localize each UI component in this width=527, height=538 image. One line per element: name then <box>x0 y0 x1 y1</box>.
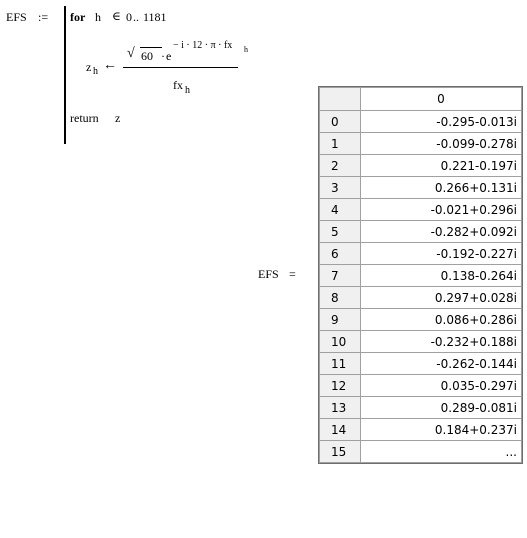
sqrt-overbar <box>140 47 162 48</box>
result-table-frame <box>318 86 523 464</box>
exponent-expression: − i · 12 · π · fx <box>173 40 233 51</box>
target-subscript: h <box>93 66 98 77</box>
table-body <box>320 111 522 463</box>
cell-value[interactable]: 0.297+0.028i <box>361 287 522 309</box>
table-row[interactable] <box>320 111 522 133</box>
row-index: 8 <box>320 287 361 309</box>
sqrt-symbol: √ <box>127 46 135 61</box>
row-index: 15 <box>320 441 361 463</box>
cell-value[interactable]: 0.221-0.197i <box>361 155 522 177</box>
fraction-bar <box>123 67 238 68</box>
row-index: 0 <box>320 111 361 133</box>
cell-value[interactable]: -0.232+0.188i <box>361 331 522 353</box>
cell-value[interactable]: -0.295-0.013i <box>361 111 522 133</box>
row-index: 13 <box>320 397 361 419</box>
table-row[interactable] <box>320 199 522 221</box>
table-row[interactable] <box>320 243 522 265</box>
loop-variable: h <box>95 10 101 24</box>
cell-value[interactable]: -0.021+0.296i <box>361 199 522 221</box>
table-row[interactable] <box>320 397 522 419</box>
row-index: 5 <box>320 221 361 243</box>
cell-value[interactable]: 0.266+0.131i <box>361 177 522 199</box>
table-row[interactable] <box>320 353 522 375</box>
table-row[interactable] <box>320 441 522 463</box>
table-row[interactable] <box>320 177 522 199</box>
header-row <box>320 88 522 111</box>
definition-lhs: EFS <box>6 10 27 24</box>
matrix-grid[interactable] <box>319 87 522 463</box>
return-keyword: return <box>70 111 99 125</box>
cell-value[interactable]: -0.192-0.227i <box>361 243 522 265</box>
for-keyword: for <box>70 10 86 24</box>
element-of-symbol: ∈ <box>112 9 121 23</box>
return-variable: z <box>115 111 121 125</box>
column-header: 0 <box>361 88 522 111</box>
exponent-subscript: h <box>244 45 248 54</box>
table-row[interactable] <box>320 133 522 155</box>
local-assign-arrow: ← <box>103 58 117 73</box>
row-index: 14 <box>320 419 361 441</box>
sqrt-radicand: 60 <box>141 49 153 63</box>
exp-base: e <box>166 49 172 63</box>
cell-value[interactable]: 0.138-0.264i <box>361 265 522 287</box>
table-row[interactable] <box>320 331 522 353</box>
row-index: 2 <box>320 155 361 177</box>
cell-value[interactable]: 0.184+0.237i <box>361 419 522 441</box>
row-index: 10 <box>320 331 361 353</box>
table-row[interactable] <box>320 287 522 309</box>
row-index: 4 <box>320 199 361 221</box>
multiply-dot: · <box>161 49 165 63</box>
target-variable: z <box>86 60 92 74</box>
equals-operator: = <box>289 267 296 281</box>
table-row[interactable] <box>320 155 522 177</box>
range-start: 0 <box>126 10 132 24</box>
program-bar <box>64 6 66 144</box>
table-row[interactable] <box>320 265 522 287</box>
cell-value[interactable]: 0.289-0.081i <box>361 397 522 419</box>
result-lhs: EFS <box>258 267 279 281</box>
row-index: 12 <box>320 375 361 397</box>
table-row[interactable] <box>320 419 522 441</box>
range-end: 1181 <box>143 10 167 24</box>
row-index: 11 <box>320 353 361 375</box>
cell-value[interactable]: -0.262-0.144i <box>361 353 522 375</box>
range-dots: .. <box>133 10 139 24</box>
table-row[interactable] <box>320 221 522 243</box>
row-index: 6 <box>320 243 361 265</box>
cell-value[interactable]: 0.035-0.297i <box>361 375 522 397</box>
denominator: fx <box>173 78 183 92</box>
row-index: 9 <box>320 309 361 331</box>
row-index: 1 <box>320 133 361 155</box>
cell-value[interactable]: 0.086+0.286i <box>361 309 522 331</box>
corner-cell <box>320 88 361 111</box>
cell-value[interactable]: -0.282+0.092i <box>361 221 522 243</box>
table-row[interactable] <box>320 309 522 331</box>
row-index: 3 <box>320 177 361 199</box>
cell-value[interactable]: -0.099-0.278i <box>361 133 522 155</box>
result-matrix-table[interactable] <box>318 86 523 469</box>
assign-operator: := <box>38 10 49 24</box>
cell-value[interactable]: ... <box>361 441 522 463</box>
table-row[interactable] <box>320 375 522 397</box>
row-index: 7 <box>320 265 361 287</box>
denominator-subscript: h <box>185 85 190 96</box>
